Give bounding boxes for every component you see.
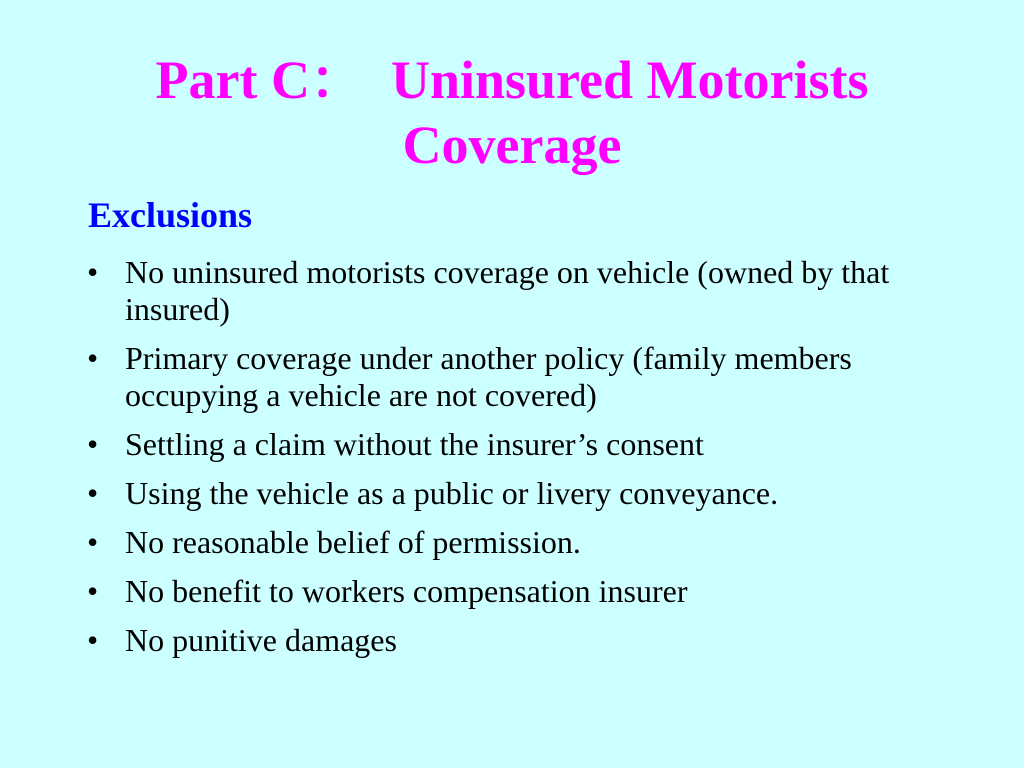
- slide-title: [60, 48, 964, 178]
- bullet-dot-icon: •: [87, 475, 99, 511]
- exclusions-bullet-list: [87, 254, 917, 671]
- bullet-item: [87, 254, 917, 328]
- bullet-dot-icon: •: [87, 254, 99, 290]
- slide-title-line-1: Part C： Uninsured Motorists: [155, 50, 869, 110]
- bullet-text: Using the vehicle as a public or livery conveyance.: [125, 475, 779, 511]
- bullet-dot-icon: •: [87, 524, 99, 560]
- bullet-item: [87, 340, 917, 414]
- bullet-item: [87, 573, 917, 610]
- bullet-dot-icon: •: [87, 340, 99, 376]
- bullet-text: No benefit to workers compensation insurer: [125, 573, 688, 609]
- bullet-item: [87, 622, 917, 659]
- bullet-text: Primary coverage under another policy (family members occupying a vehicle are not covered): [125, 340, 852, 413]
- bullet-item: [87, 475, 917, 512]
- bullet-dot-icon: •: [87, 573, 99, 609]
- bullet-text: Settling a claim without the insurer’s consent: [125, 426, 704, 462]
- bullet-text: No uninsured motorists coverage on vehicle (owned by that insured): [125, 254, 890, 327]
- bullet-dot-icon: •: [87, 622, 99, 658]
- bullet-text: No punitive damages: [125, 622, 397, 658]
- bullet-item: [87, 426, 917, 463]
- section-heading-exclusions: Exclusions: [88, 195, 253, 235]
- bullet-item: [87, 524, 917, 561]
- slide-title-line-2: Coverage: [402, 114, 622, 175]
- bullet-text: No reasonable belief of permission.: [125, 524, 581, 560]
- bullet-dot-icon: •: [87, 426, 99, 462]
